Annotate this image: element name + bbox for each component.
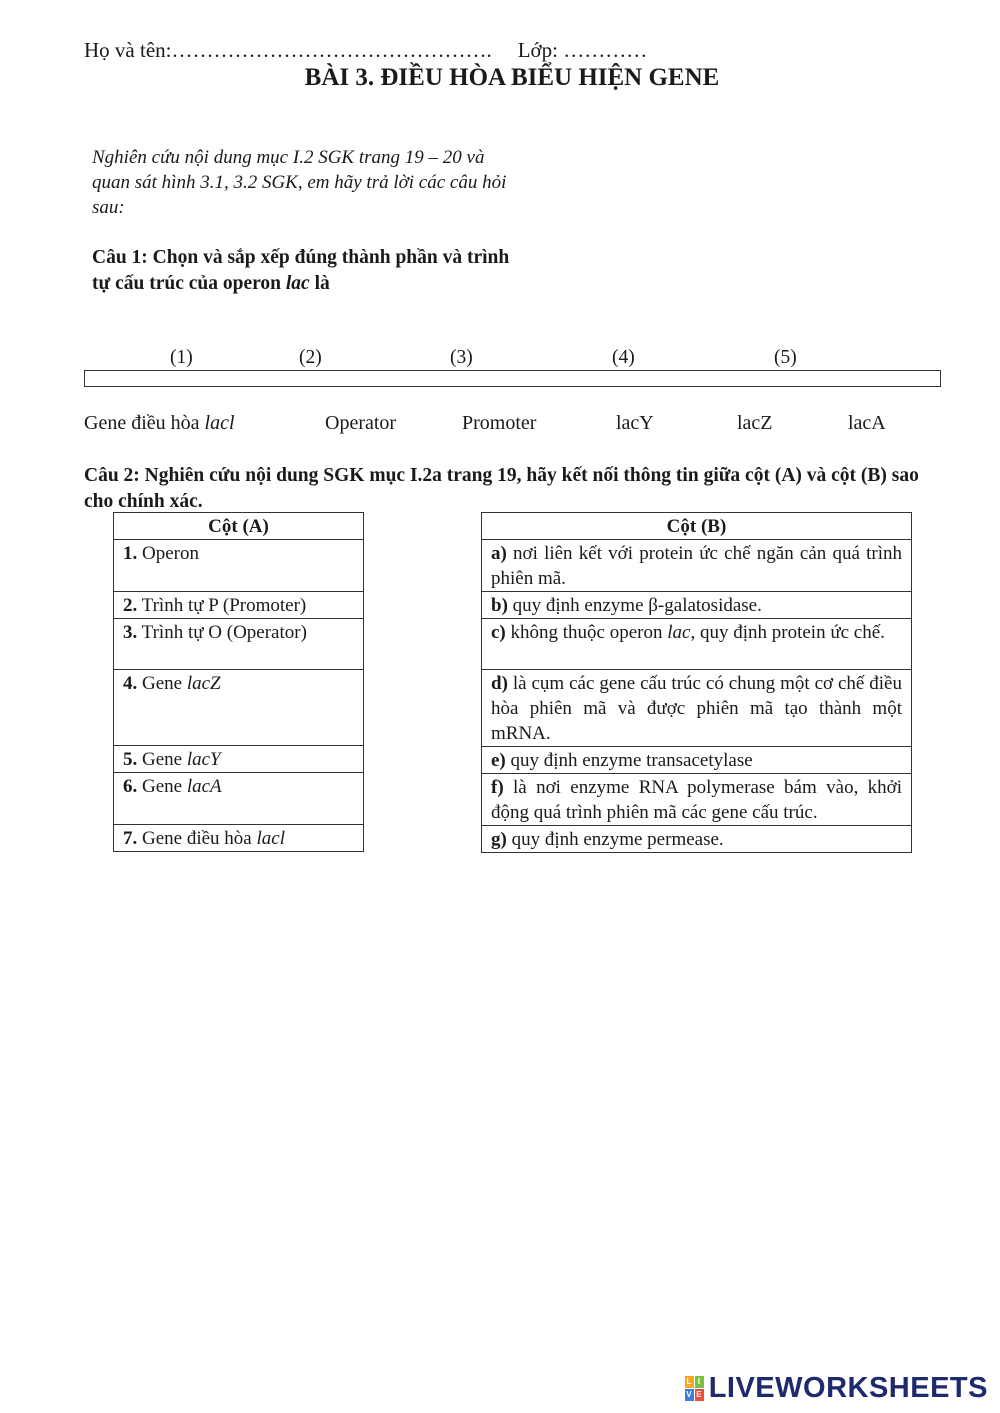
column-a-item[interactable]: 7. Gene điều hòa lacl xyxy=(114,825,364,852)
column-a-table xyxy=(113,512,364,852)
column-a-header: Cột (A) xyxy=(114,513,364,540)
column-a-item[interactable]: 6. Gene lacA xyxy=(114,773,364,825)
column-b-item[interactable]: e) quy định enzyme transacetylase xyxy=(482,747,912,774)
option-lacz[interactable]: lacZ xyxy=(737,412,773,434)
option-laca[interactable]: lacA xyxy=(848,412,886,434)
header-line xyxy=(84,38,647,63)
logo-text: LIVEWORKSHEETS xyxy=(708,1372,988,1404)
column-a-item[interactable]: 4. Gene lacZ xyxy=(114,670,364,746)
page-title: BÀI 3. ĐIỀU HÒA BIỂU HIỆN GENE xyxy=(304,64,720,91)
slot-label-4: (4) xyxy=(612,347,635,368)
question-1-text: Câu 1: Chọn và sắp xếp đúng thành phần và trình tự cấu trúc của operon xyxy=(92,247,510,294)
column-a-item[interactable]: 2. Trình tự P (Promoter) xyxy=(114,592,364,619)
question-1 xyxy=(92,245,522,297)
question-1-italic: lac xyxy=(285,273,310,294)
column-b-item[interactable]: b) quy định enzyme β-galatosidase. xyxy=(482,592,912,619)
column-a-item[interactable]: 5. Gene lacY xyxy=(114,746,364,773)
column-b-item[interactable]: a) nơi liên kết với protein ức chế ngăn cản quá trình phiên mã. xyxy=(482,540,912,592)
option-gene-dieu-hoa[interactable]: Gene điều hòa lacl xyxy=(84,412,235,434)
column-b-header: Cột (B) xyxy=(482,513,912,540)
name-label: Họ và tên:………………………………………. xyxy=(84,38,492,62)
slot-label-5: (5) xyxy=(774,347,797,368)
option-operator[interactable]: Operator xyxy=(325,412,397,434)
column-b-item[interactable]: d) là cụm các gene cấu trúc có chung một cơ chế điều hòa phiên mã và được phiên mã tạo thành một mRNA. xyxy=(482,670,912,747)
liveworksheets-logo xyxy=(685,1372,988,1405)
column-a-item[interactable]: 3. Trình tự O (Operator) xyxy=(114,619,364,670)
slot-label-3: (3) xyxy=(450,347,473,368)
column-b-table xyxy=(481,512,912,853)
column-a-item[interactable]: 1. Operon xyxy=(114,540,364,592)
column-b-item[interactable]: c) không thuộc operon lac, quy định protein ức chế. xyxy=(482,619,912,670)
option-lacy[interactable]: lacY xyxy=(616,412,654,434)
slot-label-2: (2) xyxy=(299,347,322,368)
logo-mark-icon: L I V E xyxy=(686,1377,703,1399)
slot-label-1: (1) xyxy=(170,347,193,368)
class-label: Lớp: ………… xyxy=(517,38,648,62)
answer-drop-bar[interactable] xyxy=(84,370,941,387)
question-2: Câu 2: Nghiên cứu nội dung SGK mục I.2a trang 19, hãy kết nối thông tin giữa cột (A) và cột (B) sao cho chính xác. xyxy=(84,465,919,512)
option-promoter[interactable]: Promoter xyxy=(462,412,537,434)
question-1-end: là xyxy=(309,273,330,294)
column-b-item[interactable]: g) quy định enzyme permease. xyxy=(482,826,912,853)
intro-text: Nghiên cứu nội dung mục I.2 SGK trang 19 – 20 và quan sát hình 3.1, 3.2 SGK, em hãy trả lời các câu hỏi sau: xyxy=(92,147,507,218)
column-b-item[interactable]: f) là nơi enzyme RNA polymerase bám vào, khởi động quá trình phiên mã các gene cấu trúc. xyxy=(482,774,912,826)
